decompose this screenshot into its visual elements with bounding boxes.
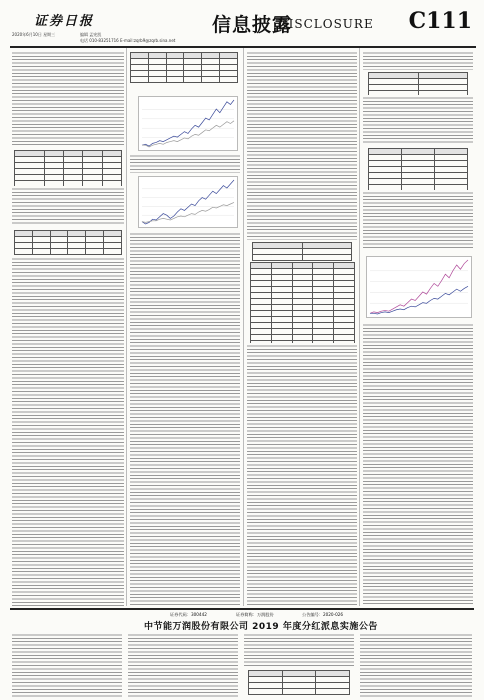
chart-frame [367, 257, 472, 318]
date-line: 2020年6月10日 星期三 [12, 32, 56, 37]
announcement-number: 公告编号：2020-026 [302, 612, 344, 617]
masthead [10, 6, 476, 48]
column-4-table-a [368, 72, 468, 97]
column-1-text-block [12, 186, 124, 226]
column-3-text-block [247, 343, 357, 606]
column-3-text-block [247, 50, 357, 240]
column-4-text-block [363, 50, 473, 70]
column-4-table-b [368, 148, 468, 191]
chart-frame [139, 177, 238, 228]
editor-line: 编辑 孟宪凯 [80, 32, 102, 37]
notice-column-text [12, 632, 122, 698]
notice-table [248, 670, 350, 695]
line-chart-2 [138, 176, 238, 228]
section-title: 信息披露 [212, 14, 293, 36]
notice-column-text [244, 632, 354, 668]
column-4-text-block [363, 95, 473, 145]
dividend-notice [10, 608, 474, 700]
line-chart-3 [366, 256, 472, 318]
page-number: C111 [408, 8, 472, 34]
column-1-table-a [14, 150, 122, 187]
column-1-table-b [14, 230, 122, 255]
stock-code: 证券代码：300442 [170, 612, 207, 617]
column-4-text-block [363, 322, 473, 606]
column-rule [126, 48, 127, 606]
column-1-text-block [12, 256, 124, 606]
column-rule [243, 48, 244, 606]
column-3-table-a [252, 242, 352, 261]
column-2-table-top [130, 52, 238, 83]
section-title-en: DISCLOSURE [278, 17, 374, 31]
column-3-table-b [250, 262, 355, 347]
column-2-text-block [130, 231, 240, 606]
column-4-text-block [363, 190, 473, 250]
stock-name: 证券简称：万润股份 [236, 612, 274, 617]
column-1-text-block [12, 50, 124, 145]
notice-column-text [128, 632, 238, 698]
notice-title: 中节能万润股份有限公司 2019 年度分红派息实施公告 [144, 622, 378, 632]
notice-column-text [360, 632, 472, 698]
column-rule [359, 48, 360, 606]
contact-line: 电话 010-83251716 E-mail:zqrb9@zqrb.sina.net [80, 38, 176, 43]
line-chart-1 [138, 96, 238, 151]
chart-frame [139, 97, 238, 151]
newspaper-logo: 证券日报 [34, 14, 95, 29]
column-2-text-block [130, 153, 240, 173]
